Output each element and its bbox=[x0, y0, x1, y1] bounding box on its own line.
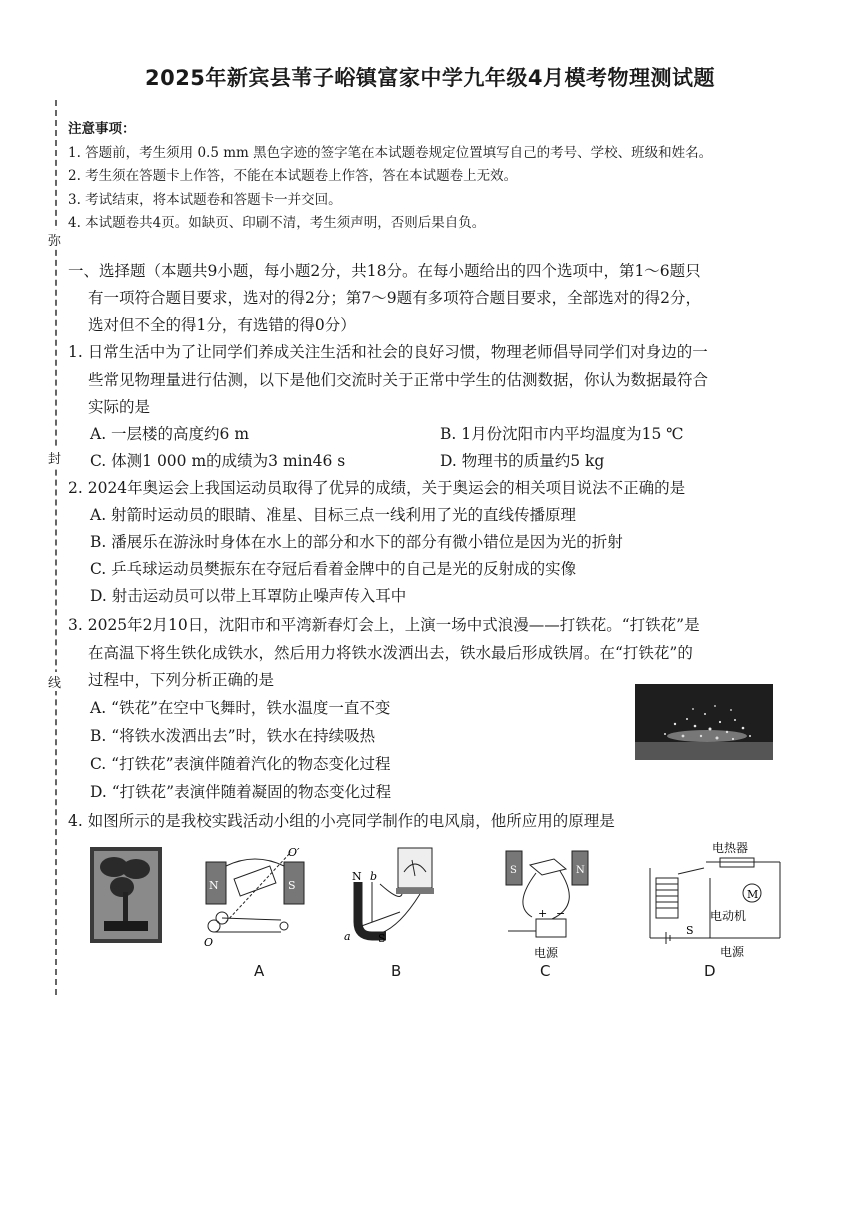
notice-item: 4. 本试题卷共4页。如缺页、印刷不清，考生须声明，否则后果自负。 bbox=[68, 215, 486, 231]
figure-label-b: B bbox=[391, 962, 402, 980]
question-line: 过程中，下列分析正确的是 bbox=[88, 671, 275, 689]
figure-label-c: C bbox=[540, 962, 551, 980]
question-line: 在高温下将生铁化成铁水，然后用力将铁水泼洒出去，铁水最后形成铁屑。在“打铁花”的 bbox=[88, 643, 693, 662]
fig-c-minus: − bbox=[556, 907, 566, 920]
figure-d-relay bbox=[640, 838, 790, 970]
q1-option-c: C. 体测1 000 m的成绩为3 min46 s bbox=[90, 452, 346, 470]
binding-mark-feng: 封 bbox=[48, 448, 61, 467]
question-1-stem bbox=[68, 339, 798, 422]
fig-c-plus: + bbox=[538, 907, 548, 920]
question-line: 些常见物理量进行估测，以下是他们交流时关于正常中学生的估测数据，你认为数据最符合 bbox=[88, 370, 709, 389]
q3-option-a: A. “铁花”在空中飞舞时，铁水温度一直不变 bbox=[90, 699, 391, 717]
binding-mark-xian: 线 bbox=[48, 672, 61, 691]
figure-label-a: A bbox=[254, 962, 265, 980]
fig-c-n: N bbox=[576, 865, 585, 876]
figure-a-generator bbox=[196, 842, 326, 956]
q3-option-b: B. “将铁水泼洒出去”时，铁水在持续吸热 bbox=[90, 727, 376, 745]
figure-c-motor bbox=[492, 845, 602, 967]
q1-option-a: A. 一层楼的高度约6 m bbox=[90, 425, 250, 443]
question-3-stem bbox=[68, 612, 798, 695]
notice-item: 1. 答题前，考生须用 0.5 mm 黑色字迹的签字笔在本试题卷规定位置填写自己的考号、学校、班级和姓名。 bbox=[68, 144, 713, 161]
figure-b-galvanometer bbox=[340, 842, 450, 956]
q3-option-c: C. “打铁花”表演伴随着汽化的物态变化过程 bbox=[90, 755, 391, 773]
notice-item: 2. 考生须在答题卡上作答，不能在本试题卷上作答，答在本试题卷上无效。 bbox=[68, 168, 518, 184]
fig-b-a: a bbox=[344, 930, 351, 943]
question-line: 实际的是 bbox=[88, 398, 151, 416]
q3-option-d: D. “打铁花”表演伴随着凝固的物态变化过程 bbox=[90, 783, 392, 801]
section-choice-heading bbox=[68, 258, 788, 339]
fig-b-s: S bbox=[378, 932, 386, 945]
fig-d-motor: 电动机 bbox=[710, 909, 747, 923]
electric-fan-photo bbox=[90, 847, 162, 947]
question-line: 1. 日常生活中为了让同学们养成关注生活和社会的良好习惯，物理老师倡导同学们对身边的一 bbox=[68, 343, 708, 361]
fig-d-switch: S bbox=[686, 924, 694, 937]
iron-flower-photo bbox=[635, 684, 773, 760]
figure-label-d: D bbox=[704, 962, 716, 980]
fig-a-n: N bbox=[209, 879, 219, 892]
fig-b-n: N bbox=[352, 870, 362, 883]
q2-option-d: D. 射击运动员可以带上耳罩防止噪声传入耳中 bbox=[90, 587, 407, 605]
notice-item: 3. 考试结束，将本试题卷和答题卡一并交回。 bbox=[68, 191, 342, 208]
section-line: 有一项符合题目要求，选对的得2分；第7～9题有多项符合题目要求，全部选对的得2分， bbox=[88, 289, 701, 307]
page-title: 2025年新宾县苇子峪镇富家中学九年级4月模考物理测试题 bbox=[144, 66, 716, 90]
notice-block bbox=[68, 118, 712, 236]
fig-b-b: b bbox=[370, 870, 378, 883]
fig-d-source: 电源 bbox=[720, 945, 745, 959]
fig-a-s: S bbox=[288, 879, 296, 892]
q1-option-b: B. 1月份沈阳市内平均温度为15 ℃ bbox=[440, 425, 684, 443]
binding-mark-mi: 弥 bbox=[48, 230, 61, 249]
fig-d-heater: 电热器 bbox=[712, 841, 749, 855]
fig-c-source: 电源 bbox=[534, 946, 559, 960]
q2-option-b: B. 潘展乐在游泳时身体在水上的部分和水下的部分有微小错位是因为光的折射 bbox=[90, 533, 623, 551]
q2-option-c: C. 乒乓球运动员樊振东在夺冠后看着金牌中的自己是光的反射成的实像 bbox=[90, 560, 577, 578]
fig-d-motor-m: M bbox=[747, 888, 759, 901]
question-2-stem: 2. 2024年奥运会上我国运动员取得了优异的成绩，关于奥运会的相关项目说法不正确的是 bbox=[68, 479, 686, 497]
section-line: 选对但不全的得1分，有选错的得0分） bbox=[88, 316, 356, 334]
question-line: 3. 2025年2月10日，沈阳市和平湾新春灯会上，上演一场中式浪漫——打铁花。“打铁花”是 bbox=[68, 616, 700, 634]
question-4-stem: 4. 如图所示的是我校实践活动小组的小亮同学制作的电风扇，他所应用的原理是 bbox=[68, 812, 615, 830]
section-line: 一、选择题（本题共9小题，每小题2分，共18分。在每小题给出的四个选项中，第1～6题只 bbox=[68, 262, 701, 280]
notice-heading: 注意事项： bbox=[68, 121, 136, 137]
fig-c-s: S bbox=[510, 865, 517, 876]
q1-option-d: D. 物理书的质量约5 kg bbox=[440, 452, 605, 470]
fig-a-o-top: O′ bbox=[288, 846, 300, 859]
q2-option-a: A. 射箭时运动员的眼睛、准星、目标三点一线利用了光的直线传播原理 bbox=[90, 506, 577, 524]
fig-a-o-bottom: O bbox=[204, 936, 214, 949]
